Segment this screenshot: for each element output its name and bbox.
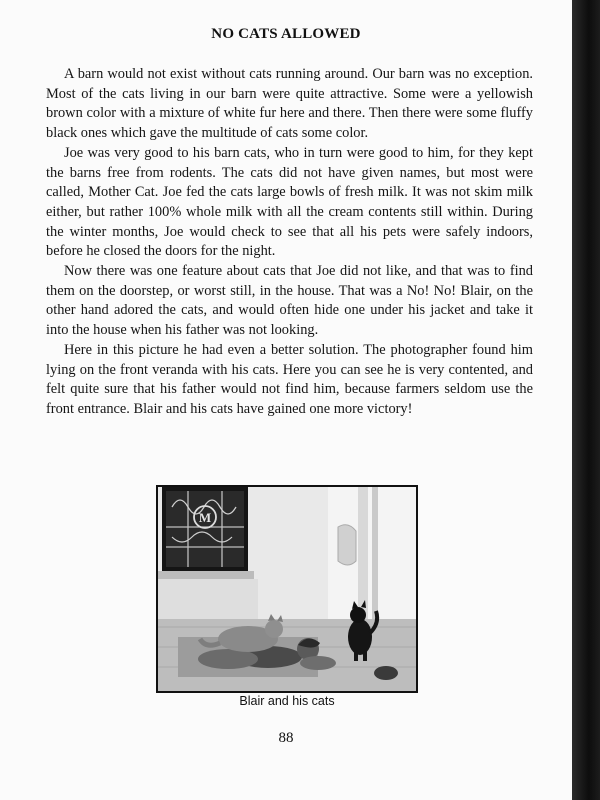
grille-monogram: M — [198, 510, 212, 525]
body-text — [46, 65, 533, 420]
figure-caption: Blair and his cats — [239, 694, 335, 708]
page-title: NO CATS ALLOWED — [211, 26, 361, 42]
paragraph-4: Here in this picture he had even a better solution. The photographer found him lying on the front veranda with his cats. Here you can see he is very contented, and felt quite sure that his father would not find him, because farmers seldom use the front entrance. Blair and his cats have gained one more victory! — [46, 341, 533, 417]
window-grille — [162, 487, 248, 571]
paragraph-3: Now there was one feature about cats that Joe did not like, and that was to find them on the doorstep, or worst still, in the house. That was a No! No! Blair, on the other hand adored the cats, and would often hide one under his jacket and take it into the house when his father was not looking. — [46, 263, 533, 339]
photo-blair-and-cats — [156, 485, 418, 693]
paragraph-1: A barn would not exist without cats running around. Our barn was no exception. Most of the cats living in our barn were quite attractive. Some were a yellowish brown color with a mixture of white fur here and there. Then there were some fluffy black ones which gave the multitude of cats some color. — [46, 66, 533, 142]
book-spine-shadow — [572, 0, 600, 800]
photo-image — [158, 487, 416, 691]
page-number: 88 — [278, 730, 294, 746]
paragraph-2: Joe was very good to his barn cats, who in turn were good to him, for they kept the barns free from rodents. The cats did not have given names, but most were called, Mother Cat. Joe fed the cats large bowls of fresh milk. It was not skim milk either, but rather 100% whole milk with all the cream contents still within. During the winter months, Joe would check to see that all his pets were safely indoors, before he closed the doors for the night. — [46, 144, 533, 260]
